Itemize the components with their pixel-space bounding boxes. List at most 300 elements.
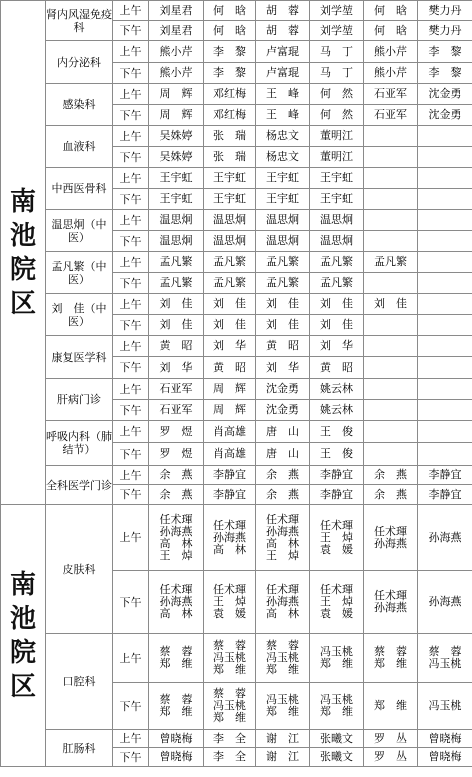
doctor-name: 任术琿 <box>159 512 193 526</box>
department-name: 血液科 <box>46 126 113 168</box>
doctor-name: 郑 维 <box>213 711 246 724</box>
schedule-row <box>1 505 472 571</box>
doctor-cell <box>256 41 310 63</box>
doctor-name: 王宇虹 <box>159 171 193 184</box>
doctor-cell <box>149 21 204 41</box>
doctor-cell <box>149 126 204 147</box>
doctor-name: 高 林 <box>159 536 193 550</box>
doctor-cell <box>364 571 418 634</box>
department-name: 内分泌科 <box>46 41 113 84</box>
schedule-row <box>1 210 472 231</box>
period-label: 上午 <box>113 252 149 273</box>
department-name: 肝病门诊 <box>46 379 113 421</box>
schedule-row <box>1 294 472 315</box>
doctor-name: 郑 维 <box>159 705 193 718</box>
doctor-name: 何 然 <box>320 87 353 100</box>
doctor-cell <box>310 748 364 767</box>
doctor-name: 孙海燕 <box>428 595 462 608</box>
doctor-name: 李静宜 <box>213 468 246 481</box>
doctor-cell <box>149 147 204 168</box>
doctor-cell <box>256 379 310 400</box>
doctor-name: 郑 维 <box>159 657 193 670</box>
doctor-name: 王宇虹 <box>266 192 299 205</box>
doctor-cell <box>418 168 472 189</box>
doctor-cell <box>310 466 364 485</box>
doctor-name: 温思炯 <box>320 213 353 226</box>
doctor-name: 胡 蓉 <box>266 3 299 17</box>
period-label: 下午 <box>113 189 149 210</box>
doctor-cell <box>256 357 310 379</box>
doctor-cell <box>310 1 364 21</box>
doctor-cell <box>418 400 472 421</box>
doctor-cell <box>418 505 472 571</box>
doctor-name: 沈金勇 <box>428 87 462 100</box>
department-name: 全科医学门诊 <box>46 466 113 505</box>
doctor-cell <box>204 443 256 466</box>
doctor-name: 何 晗 <box>213 3 246 17</box>
doctor-cell <box>204 505 256 571</box>
doctor-name: 孟凡繁 <box>266 255 299 268</box>
doctor-cell <box>418 683 472 730</box>
doctor-name: 温思炯 <box>266 213 299 226</box>
doctor-cell <box>204 273 256 294</box>
doctor-name: 余 燕 <box>159 487 193 501</box>
period-label: 上午 <box>113 1 149 21</box>
doctor-cell <box>310 443 364 466</box>
schedule-row <box>1 421 472 443</box>
doctor-cell <box>418 485 472 505</box>
doctor-cell <box>256 147 310 168</box>
doctor-cell <box>149 315 204 336</box>
doctor-name: 石亚军 <box>159 382 193 395</box>
doctor-cell <box>418 730 472 748</box>
doctor-name: 卢富琨 <box>266 66 299 79</box>
doctor-name: 冯玉桃 <box>266 693 299 706</box>
doctor-cell <box>256 126 310 147</box>
doctor-name: 郑 维 <box>266 705 299 718</box>
doctor-cell <box>256 252 310 273</box>
doctor-name: 罗 煜 <box>159 447 193 460</box>
doctor-cell <box>149 336 204 357</box>
doctor-name: 曾晓梅 <box>159 731 193 745</box>
department-name: 皮肤科 <box>46 505 113 634</box>
doctor-name: 余 燕 <box>266 487 299 501</box>
doctor-name: 任术琿 <box>374 589 407 602</box>
doctor-cell <box>364 443 418 466</box>
period-label: 下午 <box>113 357 149 379</box>
doctor-cell <box>204 252 256 273</box>
schedule-row <box>1 634 472 683</box>
doctor-cell <box>364 147 418 168</box>
doctor-cell <box>310 21 364 41</box>
period-label: 下午 <box>113 63 149 84</box>
period-label: 下午 <box>113 273 149 294</box>
doctor-name: 冯玉桃 <box>266 651 299 664</box>
schedule-body <box>1 1 472 767</box>
doctor-name: 王 焯 <box>159 548 193 562</box>
doctor-cell <box>204 1 256 21</box>
doctor-name: 张 瑞 <box>213 150 246 163</box>
doctor-cell <box>418 105 472 126</box>
period-label: 下午 <box>113 147 149 168</box>
doctor-cell <box>149 421 204 443</box>
doctor-cell <box>364 379 418 400</box>
doctor-name: 沈金勇 <box>266 403 299 416</box>
schedule-row <box>1 466 472 485</box>
doctor-name: 孟凡繁 <box>213 255 246 268</box>
doctor-name: 姚云林 <box>320 403 353 416</box>
period-label: 上午 <box>113 466 149 485</box>
doctor-name: 周 辉 <box>159 108 193 121</box>
doctor-cell <box>204 105 256 126</box>
doctor-cell <box>204 126 256 147</box>
period-label: 上午 <box>113 210 149 231</box>
department-name: 肛肠科 <box>46 730 113 767</box>
doctor-cell <box>310 571 364 634</box>
doctor-cell <box>418 84 472 105</box>
doctor-cell <box>256 210 310 231</box>
doctor-name: 石亚军 <box>159 403 193 416</box>
doctor-name: 黄 昭 <box>320 360 353 374</box>
doctor-cell <box>204 336 256 357</box>
doctor-name: 高 林 <box>266 607 299 620</box>
doctor-cell <box>364 400 418 421</box>
doctor-name: 冯玉桃 <box>428 699 462 712</box>
doctor-cell <box>256 443 310 466</box>
campus-label: 南池院区 <box>1 505 46 767</box>
doctor-name: 李静宜 <box>428 468 462 481</box>
doctor-cell <box>149 41 204 63</box>
doctor-cell <box>204 485 256 505</box>
doctor-name: 孟凡繁 <box>266 276 299 289</box>
doctor-name: 袁 媛 <box>320 542 353 556</box>
department-name: 呼吸内科（肺结节） <box>46 421 113 466</box>
doctor-cell <box>256 315 310 336</box>
doctor-name: 冯玉桃 <box>428 657 462 670</box>
doctor-cell <box>204 571 256 634</box>
doctor-name: 刘 佳 <box>159 297 193 310</box>
doctor-name: 冯玉桃 <box>213 651 246 664</box>
doctor-cell <box>310 189 364 210</box>
doctor-name: 任术琿 <box>266 512 299 526</box>
doctor-cell <box>256 683 310 730</box>
doctor-cell <box>418 147 472 168</box>
doctor-name: 李 黎 <box>428 44 462 58</box>
doctor-cell <box>364 41 418 63</box>
doctor-name: 熊小芹 <box>374 66 407 79</box>
doctor-name: 温思炯 <box>159 234 193 247</box>
doctor-name: 熊小芹 <box>374 44 407 58</box>
department-name: 康复医学科 <box>46 336 113 379</box>
doctor-name: 王 焯 <box>320 595 353 608</box>
doctor-name: 蔡 蓉 <box>428 645 462 658</box>
doctor-cell <box>204 189 256 210</box>
doctor-name: 孙海燕 <box>374 536 407 550</box>
doctor-cell <box>418 379 472 400</box>
doctor-name: 任术琿 <box>320 518 353 532</box>
doctor-name: 任术琿 <box>266 583 299 596</box>
doctor-cell <box>256 273 310 294</box>
doctor-name: 王宇虹 <box>320 171 353 184</box>
doctor-cell <box>364 683 418 730</box>
doctor-name: 王 焯 <box>213 595 246 608</box>
period-label: 上午 <box>113 41 149 63</box>
doctor-name: 孟凡繁 <box>320 255 353 268</box>
doctor-cell <box>310 252 364 273</box>
doctor-name: 黄 昭 <box>159 339 193 352</box>
doctor-name: 何 晗 <box>374 23 407 37</box>
doctor-name: 温思炯 <box>213 234 246 247</box>
doctor-name: 刘学堃 <box>320 3 353 17</box>
doctor-cell <box>418 41 472 63</box>
doctor-name: 高 林 <box>213 542 246 556</box>
doctor-name: 刘 佳 <box>213 297 246 310</box>
doctor-name: 郑 维 <box>320 657 353 670</box>
doctor-cell <box>256 1 310 21</box>
doctor-name: 刘学堃 <box>320 23 353 37</box>
doctor-name: 李 黎 <box>428 66 462 79</box>
doctor-name: 王宇虹 <box>159 192 193 205</box>
doctor-cell <box>364 336 418 357</box>
doctor-cell <box>364 231 418 252</box>
doctor-name: 孙海燕 <box>374 601 407 614</box>
period-label: 上午 <box>113 730 149 748</box>
doctor-name: 罗 煜 <box>159 424 193 438</box>
doctor-name: 王 焯 <box>320 530 353 544</box>
department-name: 口腔科 <box>46 634 113 730</box>
doctor-name: 刘 佳 <box>266 297 299 310</box>
department-name: 感染科 <box>46 84 113 126</box>
doctor-cell <box>310 231 364 252</box>
doctor-cell <box>149 466 204 485</box>
doctor-cell <box>204 683 256 730</box>
doctor-name: 周 辉 <box>213 403 246 416</box>
schedule-row <box>1 1 472 21</box>
doctor-name: 姚云林 <box>320 382 353 395</box>
doctor-name: 罗 丛 <box>374 750 407 763</box>
doctor-name: 熊小芹 <box>159 66 193 79</box>
doctor-name: 蔡 蓉 <box>266 639 299 652</box>
doctor-cell <box>256 400 310 421</box>
doctor-cell <box>256 571 310 634</box>
schedule-row <box>1 336 472 357</box>
doctor-name: 董明江 <box>320 150 353 163</box>
doctor-cell <box>364 1 418 21</box>
doctor-cell <box>310 730 364 748</box>
doctor-name: 曾晓梅 <box>428 731 462 745</box>
doctor-cell <box>149 571 204 634</box>
department-name: 孟凡繁（中医） <box>46 252 113 294</box>
doctor-name: 何 晗 <box>213 23 246 37</box>
doctor-name: 杨忠文 <box>266 150 299 163</box>
doctor-name: 孟凡繁 <box>374 255 407 268</box>
period-label: 上午 <box>113 84 149 105</box>
doctor-cell <box>310 41 364 63</box>
doctor-cell <box>256 21 310 41</box>
doctor-name: 何 然 <box>320 108 353 121</box>
doctor-cell <box>310 63 364 84</box>
doctor-cell <box>256 466 310 485</box>
doctor-name: 孙海燕 <box>266 524 299 538</box>
doctor-cell <box>418 231 472 252</box>
doctor-cell <box>256 168 310 189</box>
doctor-cell <box>149 634 204 683</box>
doctor-cell <box>364 210 418 231</box>
doctor-cell <box>418 252 472 273</box>
doctor-name: 李 黎 <box>213 44 246 58</box>
doctor-name: 卢富琨 <box>266 44 299 58</box>
doctor-name: 唐 山 <box>266 424 299 438</box>
doctor-cell <box>149 210 204 231</box>
schedule-row <box>1 84 472 105</box>
doctor-cell <box>149 231 204 252</box>
doctor-name: 袁 媛 <box>213 607 246 620</box>
doctor-name: 李 全 <box>213 731 246 745</box>
doctor-cell <box>364 466 418 485</box>
doctor-cell <box>310 84 364 105</box>
doctor-cell <box>310 168 364 189</box>
period-label: 上午 <box>113 505 149 571</box>
doctor-name: 杨忠文 <box>266 129 299 142</box>
doctor-name: 郑 维 <box>266 663 299 676</box>
doctor-cell <box>149 443 204 466</box>
doctor-cell <box>256 294 310 315</box>
doctor-name: 王 俊 <box>320 424 353 438</box>
doctor-cell <box>310 336 364 357</box>
doctor-name: 任术琿 <box>159 583 193 596</box>
period-label: 上午 <box>113 379 149 400</box>
doctor-cell <box>310 379 364 400</box>
doctor-cell <box>418 466 472 485</box>
doctor-name: 温思炯 <box>320 234 353 247</box>
doctor-name: 石亚军 <box>374 108 407 121</box>
doctor-cell <box>204 21 256 41</box>
doctor-name: 刘 佳 <box>320 318 353 331</box>
doctor-cell <box>204 466 256 485</box>
doctor-cell <box>310 485 364 505</box>
doctor-cell <box>364 748 418 767</box>
doctor-cell <box>310 210 364 231</box>
period-label: 下午 <box>113 683 149 730</box>
doctor-name: 刘星君 <box>159 23 193 37</box>
doctor-cell <box>204 634 256 683</box>
doctor-cell <box>310 126 364 147</box>
doctor-name: 刘 华 <box>159 360 193 374</box>
period-label: 下午 <box>113 315 149 336</box>
doctor-cell <box>204 400 256 421</box>
doctor-cell <box>256 634 310 683</box>
doctor-name: 孙海燕 <box>159 595 193 608</box>
doctor-cell <box>204 379 256 400</box>
doctor-name: 刘 华 <box>213 339 246 352</box>
doctor-name: 吴姝婷 <box>159 129 193 142</box>
doctor-name: 蔡 蓉 <box>213 639 246 652</box>
doctor-cell <box>149 730 204 748</box>
doctor-cell <box>149 84 204 105</box>
doctor-cell <box>310 505 364 571</box>
department-name: 肾内风湿免疫科 <box>46 1 113 41</box>
doctor-cell <box>204 147 256 168</box>
period-label: 上午 <box>113 168 149 189</box>
department-name: 温思炯（中医） <box>46 210 113 252</box>
period-label: 上午 <box>113 421 149 443</box>
doctor-name: 董明江 <box>320 129 353 142</box>
doctor-cell <box>204 294 256 315</box>
doctor-cell <box>204 748 256 767</box>
doctor-cell <box>310 634 364 683</box>
doctor-name: 蔡 蓉 <box>213 687 246 700</box>
doctor-cell <box>204 231 256 252</box>
doctor-name: 何 晗 <box>374 3 407 17</box>
doctor-name: 张 瑞 <box>213 129 246 142</box>
doctor-name: 樊力丹 <box>428 3 462 17</box>
doctor-name: 李 黎 <box>213 66 246 79</box>
period-label: 下午 <box>113 443 149 466</box>
schedule-row <box>1 126 472 147</box>
doctor-cell <box>364 505 418 571</box>
doctor-cell <box>149 505 204 571</box>
doctor-name: 任术琿 <box>374 524 407 538</box>
doctor-name: 温思炯 <box>159 213 193 226</box>
schedule-row <box>1 730 472 748</box>
doctor-name: 孙海燕 <box>213 530 246 544</box>
period-label: 下午 <box>113 105 149 126</box>
doctor-cell <box>364 421 418 443</box>
doctor-name: 冯玉桃 <box>213 699 246 712</box>
doctor-name: 郑 维 <box>374 699 407 712</box>
doctor-cell <box>310 421 364 443</box>
doctor-name: 温思炯 <box>213 213 246 226</box>
doctor-cell <box>204 84 256 105</box>
doctor-name: 刘 佳 <box>159 318 193 331</box>
schedule-row <box>1 252 472 273</box>
doctor-name: 孙海燕 <box>266 595 299 608</box>
doctor-cell <box>256 505 310 571</box>
doctor-name: 王宇虹 <box>266 171 299 184</box>
doctor-name: 袁 媛 <box>320 607 353 620</box>
campus-label: 南池院区 <box>1 1 46 505</box>
doctor-cell <box>149 189 204 210</box>
doctor-name: 李静宜 <box>213 487 246 501</box>
doctor-cell <box>149 63 204 84</box>
doctor-name: 孙海燕 <box>159 524 193 538</box>
doctor-name: 胡 蓉 <box>266 23 299 37</box>
period-label: 下午 <box>113 748 149 767</box>
doctor-name: 刘 华 <box>320 339 353 352</box>
doctor-name: 张曦文 <box>320 750 353 763</box>
doctor-name: 冯玉桃 <box>320 693 353 706</box>
doctor-name: 李静宜 <box>320 468 353 481</box>
doctor-name: 唐 山 <box>266 447 299 460</box>
doctor-cell <box>418 634 472 683</box>
doctor-name: 黄 昭 <box>266 339 299 352</box>
doctor-cell <box>149 357 204 379</box>
doctor-name: 刘 华 <box>266 360 299 374</box>
doctor-cell <box>149 379 204 400</box>
doctor-name: 王 焯 <box>266 548 299 562</box>
doctor-name: 石亚军 <box>374 87 407 100</box>
doctor-cell <box>364 294 418 315</box>
doctor-cell <box>364 273 418 294</box>
doctor-cell <box>256 730 310 748</box>
schedule-row <box>1 379 472 400</box>
doctor-name: 孟凡繁 <box>159 276 193 289</box>
doctor-name: 张曦文 <box>320 731 353 745</box>
doctor-cell <box>418 189 472 210</box>
doctor-name: 蔡 蓉 <box>159 645 193 658</box>
doctor-name: 高 林 <box>266 536 299 550</box>
doctor-cell <box>364 485 418 505</box>
